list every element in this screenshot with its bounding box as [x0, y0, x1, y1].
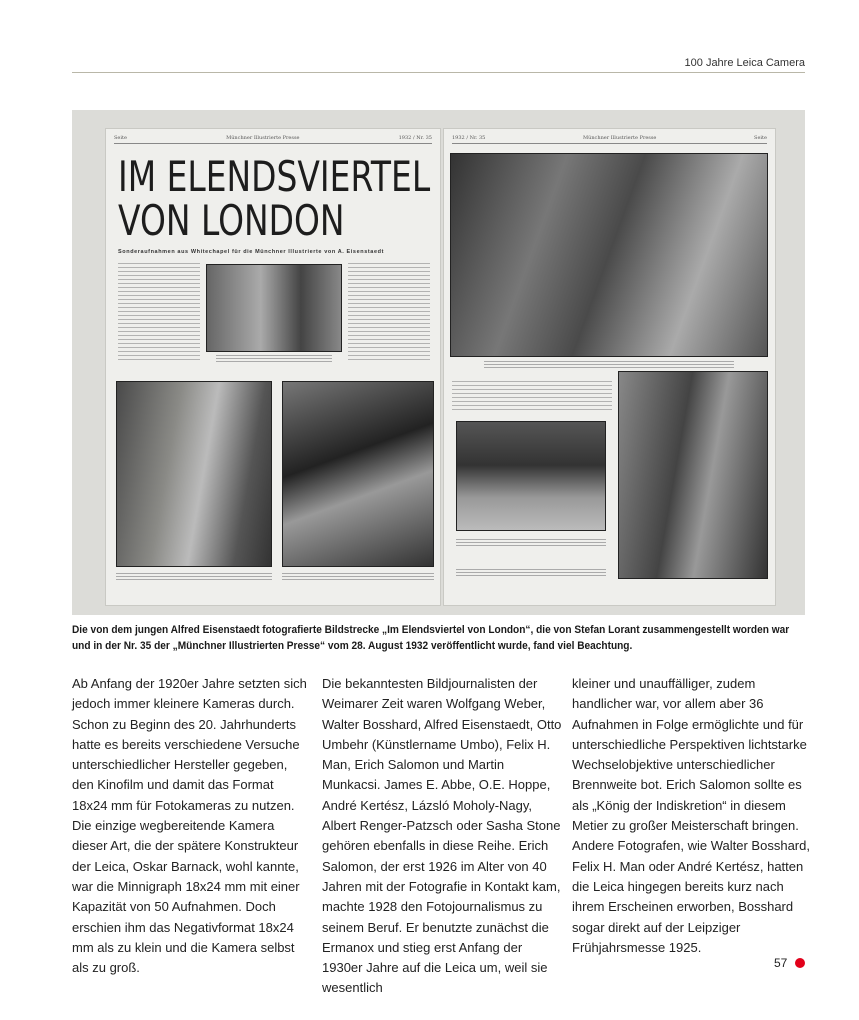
- page-label: Seite: [754, 135, 767, 141]
- photo-caption: [116, 573, 272, 581]
- family-doorway-photo: [618, 371, 768, 579]
- magazine-name: Münchner Illustrierte Presse: [582, 135, 657, 141]
- magazine-name: Münchner Illustrierte Presse: [226, 135, 300, 141]
- headline-line: VON LONDON: [118, 196, 345, 245]
- header-rule: [72, 72, 805, 73]
- page-label: Seite: [114, 135, 127, 141]
- magazine-page-header: [114, 135, 432, 144]
- photo-caption: [216, 355, 332, 363]
- magazine-page-header: [452, 135, 767, 144]
- headline-line: IM ELENDSVIERTEL: [118, 152, 431, 201]
- women-photo: [116, 381, 272, 567]
- issue-label: 1932 / Nr. 35: [398, 135, 432, 141]
- photo-caption: [484, 361, 734, 369]
- body-column-2: Die bekanntesten Bildjournalisten der Weimarer Zeit waren Wolfgang Weber, Walter Bosshard, Alfred Eisenstaedt, Otto Umbehr (Künstlername Umbo), Felix H. Man, Erich Salomon und Martin Munkacsi. James E. Abbe, O.E. Hoppe, André Kertész, Lázsló Moholy-Nagy, Albert Renger-Patzsch oder Sasha Stone gehören ebenfalls in diese Reihe. Erich Salomon, der erst 1926 im Alter von 40 Jahren mit der Fotografie in Kontakt kam, machte 1928 den Fotojournalismus zu seinem Beruf. Er benutzte zunächst die Ermanox und stieg erst Anfang der 1930er Jahre auf die Leica um, weil sie wesentlich: [322, 676, 562, 996]
- page-number: 57: [774, 956, 788, 970]
- article-text-block: [348, 263, 430, 363]
- page-marker-dot: [795, 958, 805, 968]
- magazine-subheadline: Sonderaufnahmen aus Whitechapel für die Münchner Illustrierte von A. Eisenstaedt: [118, 249, 385, 255]
- photo-caption: [456, 569, 606, 577]
- street-photo: [206, 264, 342, 352]
- magazine-left-page: [105, 128, 441, 606]
- children-portrait-photo: [282, 381, 434, 567]
- photo-caption: [282, 573, 434, 581]
- photo-caption: [456, 539, 606, 547]
- issue-label: 1932 / Nr. 35: [452, 135, 486, 141]
- body-column-1: Ab Anfang der 1920er Jahre setzten sich jedoch immer kleinere Kameras durch. Schon zu Beginn des 20. Jahrhunderts hatte es bereits verschiedene Versuche unterschiedlicher Hersteller gegeben, den Kinofilm und damit das Format 18x24 mm für Fotokameras zu nutzen. Die einzige wegbereitende Kamera dieser Art, die der spätere Konstrukteur der Leica, Oskar Barnack, wohl kannte, war die Minnigraph 18x24 mm mit einer Kapazität von 50 Aufnahmen. Doch erschien ihm das Negativformat 18x24 mm als zu klein und die Kamera selbst als zu groß.: [72, 676, 307, 976]
- magazine-headline: [118, 152, 431, 245]
- article-text-block: [118, 263, 200, 363]
- body-column-3: kleiner und unauffälliger, zudem handlicher war, vor allem aber 36 Aufnahmen in Folge ermöglichte und für unterschiedliche Perspektiven lichtstarke Wechselobjektive unterschiedlicher Brennweite bot. Erich Salomon sollte es als „König der Indiskretion“ in diesem Metier zu großer Meisterschaft bringen. Andere Fotografen, wie Walter Bosshard, Felix H. Man oder André Kertész, hatten die Leica hingegen bereits kurz nach ihrem Erscheinen erworben, Bosshard sogar direkt auf der Leipziger Frühjahrsmesse 1925.: [572, 676, 810, 955]
- running-header: 100 Jahre Leica Camera: [684, 57, 805, 69]
- figure-caption: Die von dem jungen Alfred Eisenstaedt fotografierte Bildstrecke „Im Elendsviertel von London“, die von Stefan Lorant zusammengestellt worden war und in der Nr. 35 der „Münchner Illustrierten Presse“ vom 28. August 1932 veröffentlicht wurde, fand viel Beachtung.: [72, 624, 790, 652]
- children-playing-photo: [456, 421, 606, 531]
- magazine-right-page: [443, 128, 776, 606]
- article-text-block: [452, 381, 612, 411]
- magazine-spread-image: [72, 110, 805, 615]
- children-street-photo: [450, 153, 768, 357]
